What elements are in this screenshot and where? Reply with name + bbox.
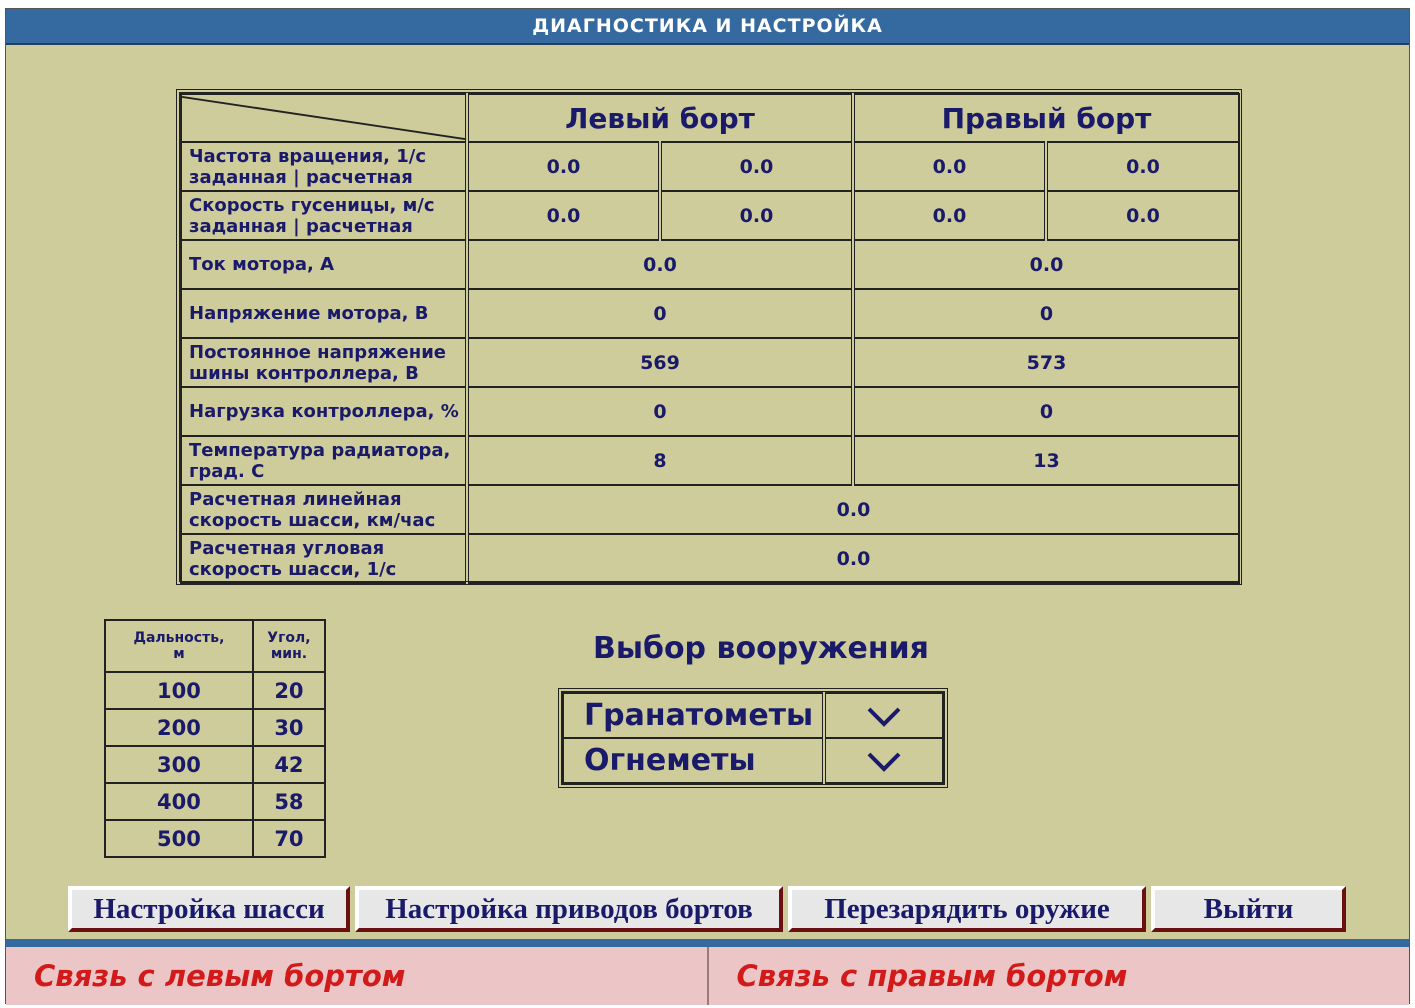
column-header-right: Правый борт	[853, 94, 1239, 142]
column-header-left: Левый борт	[467, 94, 853, 142]
value-cell: 569	[467, 338, 853, 387]
weapon-label: Огнеметы	[563, 738, 824, 783]
angle-header	[253, 620, 325, 672]
weapon-row-flamethrowers[interactable]	[563, 738, 943, 783]
value-cell: 0.0	[660, 191, 853, 240]
value-cell: 0.0	[853, 191, 1046, 240]
range-angle-table	[104, 619, 326, 858]
chevron-down-icon	[866, 749, 902, 773]
row-label-line: шины контроллера, В	[189, 362, 419, 384]
value-cell: 0	[853, 289, 1239, 338]
row-label-line: Постоянное напряжение	[189, 341, 447, 363]
diagnostics-table	[176, 89, 1242, 585]
range-header-line: Дальность,	[133, 630, 225, 646]
range-cell: 400	[105, 783, 253, 820]
table-corner-cell	[181, 94, 467, 142]
row-label-line: Расчетная линейная	[189, 488, 402, 510]
table-row	[105, 783, 325, 820]
angle-cell: 58	[253, 783, 325, 820]
value-cell: 13	[853, 436, 1239, 485]
value-cell: 0	[467, 289, 853, 338]
row-label-line: скорость шасси, 1/с	[189, 558, 397, 580]
angle-cell: 42	[253, 746, 325, 783]
weapon-selection-panel	[558, 688, 948, 788]
row-label-line: Температура радиатора,	[189, 439, 451, 461]
chevron-down-icon	[866, 704, 902, 728]
row-label-line: заданная | расчетная	[189, 215, 413, 237]
range-cell: 500	[105, 820, 253, 857]
exit-button[interactable]: Выйти	[1151, 886, 1346, 932]
value-cell: 0.0	[853, 240, 1239, 289]
left-side-connection-status: Связь с левым бортом	[34, 959, 406, 993]
value-cell: 8	[467, 436, 853, 485]
angle-cell: 30	[253, 709, 325, 746]
table-row	[105, 746, 325, 783]
value-cell: 0	[853, 387, 1239, 436]
main-window	[5, 8, 1410, 1004]
window-title: ДИАГНОСТИКА И НАСТРОЙКА	[6, 9, 1409, 45]
row-label-track-speed	[181, 191, 467, 240]
right-side-connection-status: Связь с правым бортом	[707, 947, 1410, 1005]
row-label-line: Расчетная угловая	[189, 537, 385, 559]
row-label-line: град. С	[189, 460, 265, 482]
value-cell: 0.0	[853, 142, 1046, 191]
value-cell: 573	[853, 338, 1239, 387]
range-header-line: м	[173, 646, 185, 662]
value-cell: 0.0	[467, 191, 660, 240]
value-cell: 0	[467, 387, 853, 436]
row-label-controller-load	[181, 387, 467, 436]
row-label-line: Скорость гусеницы, м/с	[189, 194, 435, 216]
row-label-motor-current	[181, 240, 467, 289]
value-cell: 0.0	[467, 142, 660, 191]
weapon-selection-title: Выбор вооружения	[593, 631, 929, 666]
weapon-dropdown-toggle[interactable]	[824, 693, 943, 738]
row-label-line: Нагрузка контроллера, %	[189, 401, 459, 422]
weapon-row-grenade-launchers[interactable]	[563, 693, 943, 738]
row-label-line: заданная | расчетная	[189, 166, 413, 188]
value-cell: 0.0	[467, 534, 1239, 583]
row-label-motor-voltage	[181, 289, 467, 338]
weapon-dropdown-toggle[interactable]	[824, 738, 943, 783]
range-header	[105, 620, 253, 672]
row-label-linear-speed	[181, 485, 467, 534]
value-cell: 0.0	[1046, 191, 1239, 240]
weapon-label: Гранатометы	[563, 693, 824, 738]
range-cell: 100	[105, 672, 253, 709]
angle-header-line: Угол,	[267, 630, 311, 646]
row-label-line: Напряжение мотора, В	[189, 303, 429, 324]
row-label-angular-speed	[181, 534, 467, 583]
table-row	[105, 820, 325, 857]
row-label-line: Ток мотора, А	[189, 254, 335, 275]
row-label-line: Частота вращения, 1/с	[189, 145, 427, 167]
reload-weapon-button[interactable]: Перезарядить оружие	[788, 886, 1146, 932]
drive-settings-button[interactable]: Настройка приводов бортов	[355, 886, 783, 932]
status-bar	[6, 947, 1409, 1005]
value-cell: 0.0	[467, 240, 853, 289]
range-cell: 200	[105, 709, 253, 746]
row-label-rotation-frequency	[181, 142, 467, 191]
angle-cell: 20	[253, 672, 325, 709]
value-cell: 0.0	[467, 485, 1239, 534]
range-cell: 300	[105, 746, 253, 783]
angle-header-line: мин.	[270, 646, 308, 662]
row-label-radiator-temperature	[181, 436, 467, 485]
chassis-settings-button[interactable]: Настройка шасси	[68, 886, 350, 932]
status-divider	[6, 939, 1409, 947]
value-cell: 0.0	[1046, 142, 1239, 191]
row-label-bus-voltage	[181, 338, 467, 387]
angle-cell: 70	[253, 820, 325, 857]
row-label-line: скорость шасси, км/час	[189, 509, 436, 531]
table-row	[105, 672, 325, 709]
table-row	[105, 709, 325, 746]
value-cell: 0.0	[660, 142, 853, 191]
